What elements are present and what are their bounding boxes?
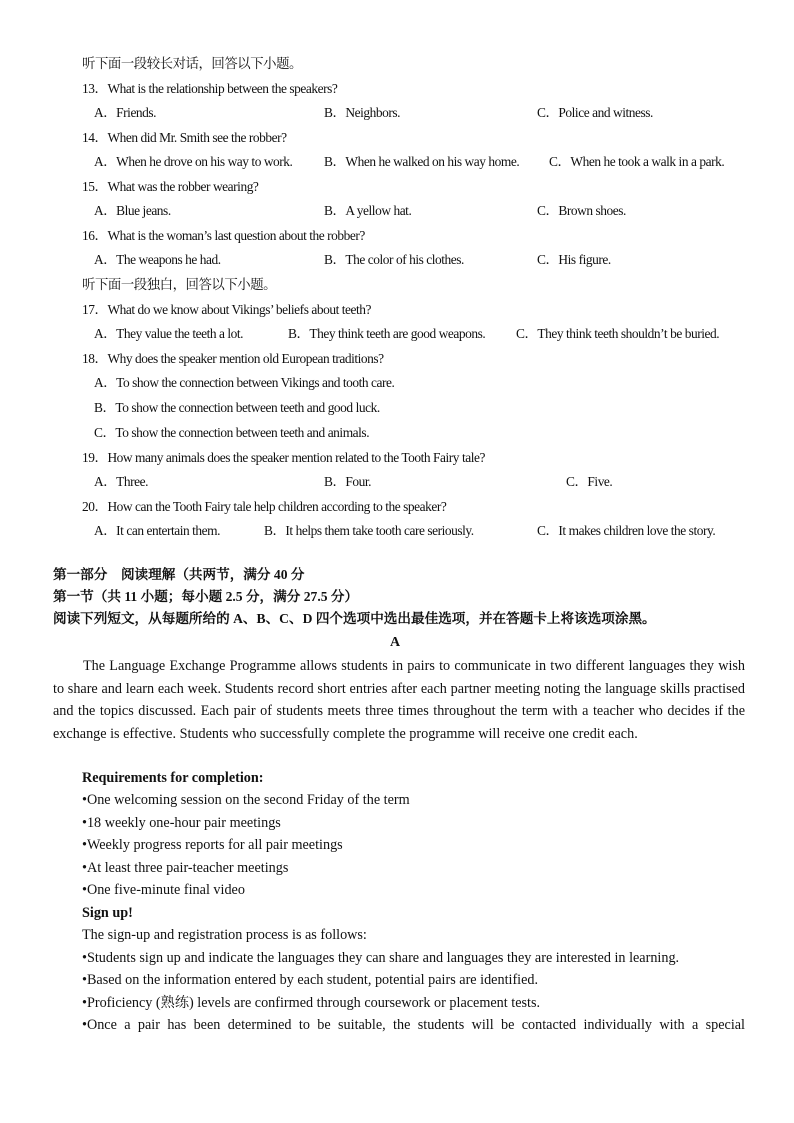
q15-option-a: A．Blue jeans. [94,203,171,218]
question-text: What do we know about Vikings’ beliefs about teeth? [107,302,372,317]
question-number: 19． [82,450,108,465]
passage-paragraph: The Language Exchange Programme allows students in pairs to communicate in two different languages they wish to share and learn each week. Students record short entries after each partner meeting noting the language skills practised and the topics discussed. Each pair of students meets three times throughout the term with a teacher who decides if the exchange is effective. Students who successfully complete the programme will receive one credit each. [53,658,745,742]
q19-option-b: B．Four. [324,474,372,489]
section-title: 第一节（共 11 小题；每小题 2.5 分，满分 27.5 分） [53,589,359,604]
q18-option-c: C．To show the connection between teeth and animals. [94,425,370,440]
question-number: 14． [82,130,108,145]
q18-option-b: B．To show the connection between teeth and good luck. [94,400,380,415]
signup-heading: Sign up! [82,905,133,921]
requirement-item: •One welcoming session on the second Friday of the term [82,792,410,808]
question-number: 17． [82,302,108,317]
question-13 [82,81,337,97]
q17-option-a: A．They value the teeth a lot. [94,326,244,341]
signup-step: •Students sign up and indicate the languages they can share and languages they are interested in learning. [82,950,680,966]
q16-option-b: B．The color of his clothes. [324,252,464,267]
question-text: What is the relationship between the speakers? [107,81,338,96]
question-text: When did Mr. Smith see the robber? [107,130,287,145]
q20-option-c: C．It makes children love the story. [537,523,716,538]
q13-option-b: B．Neighbors. [324,105,401,120]
q19-option-c: C．Five. [566,474,613,489]
q15-option-b: B．A yellow hat. [324,203,412,218]
q17-option-c: C．They think teeth shouldn’t be buried. [516,326,720,341]
q14-option-c: C．When he took a walk in a park. [549,154,725,169]
q15-option-c: C．Brown shoes. [537,203,626,218]
signup-step: •Based on the information entered by each student, potential pairs are identified. [82,972,539,988]
passage-label: A [390,635,401,650]
reading-instruction: 阅读下列短文，从每题所给的 A、B、C、D 四个选项中选出最佳选项，并在答题卡上将该选项涂黑。 [53,611,656,626]
listening-intro-monologue: 听下面一段独白，回答以下小题。 [82,277,277,292]
question-number: 16． [82,228,108,243]
question-text: How can the Tooth Fairy tale help children according to the speaker? [107,499,447,514]
requirement-item: •18 weekly one-hour pair meetings [82,815,281,831]
q14-option-b: B．When he walked on his way home. [324,154,520,169]
listening-intro-dialogue: 听下面一段较长对话，回答以下小题。 [82,56,302,71]
question-text: What was the robber wearing? [107,179,259,194]
q14-option-a: A．When he drove on his way to work. [94,154,293,169]
signup-step: •Proficiency (熟练) levels are confirmed through coursework or placement tests. [82,995,541,1011]
q20-option-a: A．It can entertain them. [94,523,221,538]
question-number: 15． [82,179,108,194]
question-20 [82,499,446,515]
q13-option-a: A．Friends. [94,105,157,120]
question-number: 20． [82,499,108,514]
question-number: 13． [82,81,108,96]
requirement-item: •One five-minute final video [82,882,245,898]
signup-intro: The sign-up and registration process is as follows: [82,927,367,943]
question-18 [82,351,384,367]
q13-option-c: C．Police and witness. [537,105,653,120]
question-16 [82,228,365,244]
requirement-item: •At least three pair-teacher meetings [82,860,289,876]
q16-option-c: C．His figure. [537,252,611,267]
question-number: 18． [82,351,108,366]
requirements-heading: Requirements for completion: [82,770,264,786]
question-17 [82,302,371,318]
q17-option-b: B．They think teeth are good weapons. [288,326,486,341]
q19-option-a: A．Three. [94,474,149,489]
part-title: 第一部分 阅读理解（共两节，满分 40 分 [53,567,305,582]
question-15 [82,179,258,195]
signup-step: •Once a pair has been determined to be suitable, the students will be contacted individually with a special [82,1017,745,1033]
q18-option-a: A．To show the connection between Vikings and tooth care. [94,375,395,390]
requirement-item: •Weekly progress reports for all pair meetings [82,837,343,853]
q20-option-b: B．It helps them take tooth care seriously. [264,523,474,538]
q16-option-a: A．The weapons he had. [94,252,221,267]
question-19 [82,450,485,466]
question-text: Why does the speaker mention old European traditions? [107,351,384,366]
question-text: How many animals does the speaker mention related to the Tooth Fairy tale? [107,450,485,465]
question-14 [82,130,287,146]
question-text: What is the woman’s last question about the robber? [107,228,365,243]
